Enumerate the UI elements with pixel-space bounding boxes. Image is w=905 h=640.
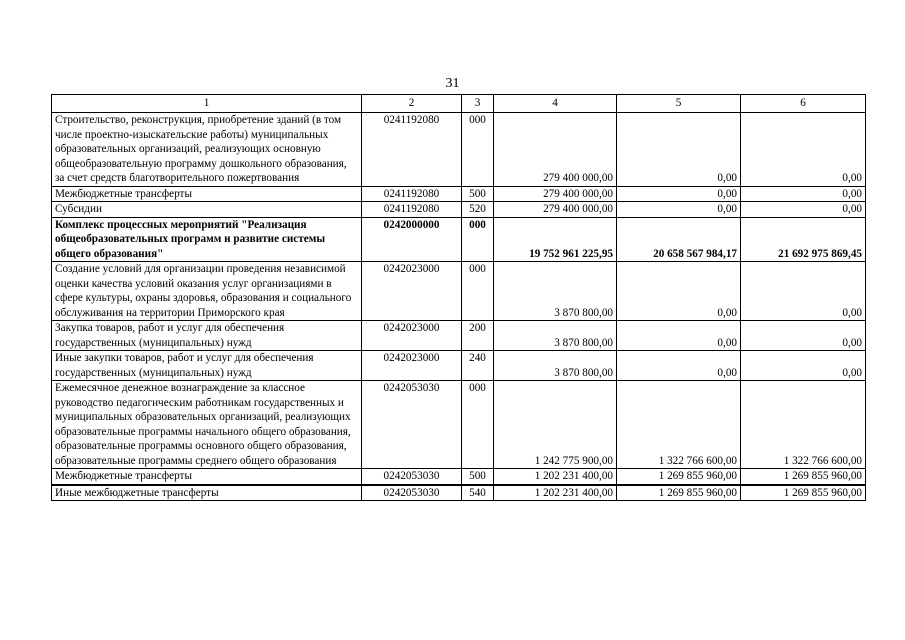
target-article-code: 0241192080 — [362, 113, 462, 187]
table-row — [52, 186, 866, 202]
row-name: Межбюджетные трансферты — [52, 469, 362, 485]
amount-year-1: 3 870 800,00 — [494, 351, 617, 381]
column-header: 3 — [462, 95, 494, 113]
header-row — [52, 95, 866, 113]
target-article-code: 0242023000 — [362, 351, 462, 381]
expense-type-code: 000 — [462, 381, 494, 469]
column-header: 2 — [362, 95, 462, 113]
row-name: Строительство, реконструкция, приобретение зданий (в том числе проектно-изыскательские работы) муниципальных образовательных организаций, реализующих основную общеобразовательную программу дошкольного образования, за счет средств благотворительного пожертвования — [52, 113, 362, 187]
target-article-code: 0242023000 — [362, 262, 462, 321]
row-name: Иные закупки товаров, работ и услуг для обеспечения государственных (муниципальных) нужд — [52, 351, 362, 381]
amount-year-2: 20 658 567 984,17 — [617, 217, 741, 262]
amount-year-1: 279 400 000,00 — [494, 186, 617, 202]
row-name: Создание условий для организации проведения независимой оценки качества условий оказания услуг организациями в сфере культуры, охраны здоровья, образования и социального обслуживания на территории Приморского края — [52, 262, 362, 321]
amount-year-1: 1 202 231 400,00 — [494, 469, 617, 485]
expense-type-code: 000 — [462, 113, 494, 187]
expense-type-code: 520 — [462, 202, 494, 218]
row-name: Иные межбюджетные трансферты — [52, 485, 362, 501]
amount-year-2: 0,00 — [617, 321, 741, 351]
amount-year-3: 1 269 855 960,00 — [741, 485, 866, 501]
amount-year-2: 0,00 — [617, 202, 741, 218]
amount-year-2: 0,00 — [617, 186, 741, 202]
amount-year-2: 0,00 — [617, 113, 741, 187]
amount-year-2: 1 269 855 960,00 — [617, 469, 741, 485]
target-article-code: 0242053030 — [362, 381, 462, 469]
target-article-code: 0241192080 — [362, 186, 462, 202]
target-article-code: 0242023000 — [362, 321, 462, 351]
amount-year-3: 1 269 855 960,00 — [741, 469, 866, 485]
amount-year-1: 3 870 800,00 — [494, 262, 617, 321]
target-article-code: 0241192080 — [362, 202, 462, 218]
amount-year-3: 0,00 — [741, 262, 866, 321]
amount-year-3: 0,00 — [741, 351, 866, 381]
target-article-code: 0242053030 — [362, 469, 462, 485]
amount-year-2: 1 269 855 960,00 — [617, 485, 741, 501]
budget-table — [51, 94, 866, 501]
expense-type-code: 540 — [462, 485, 494, 501]
amount-year-3: 0,00 — [741, 113, 866, 187]
table-row — [52, 381, 866, 469]
amount-year-1: 1 202 231 400,00 — [494, 485, 617, 501]
column-header: 5 — [617, 95, 741, 113]
amount-year-2: 1 322 766 600,00 — [617, 381, 741, 469]
table-row — [52, 113, 866, 187]
expense-type-code: 500 — [462, 469, 494, 485]
amount-year-2: 0,00 — [617, 262, 741, 321]
row-name: Закупка товаров, работ и услуг для обеспечения государственных (муниципальных) нужд — [52, 321, 362, 351]
row-name: Комплекс процессных мероприятий "Реализация общеобразовательных программ и развитие системы общего образования" — [52, 217, 362, 262]
amount-year-3: 0,00 — [741, 321, 866, 351]
target-article-code: 0242053030 — [362, 485, 462, 501]
amount-year-3: 0,00 — [741, 202, 866, 218]
amount-year-2: 0,00 — [617, 351, 741, 381]
table-row — [52, 485, 866, 501]
expense-type-code: 240 — [462, 351, 494, 381]
amount-year-3: 21 692 975 869,45 — [741, 217, 866, 262]
row-name: Субсидии — [52, 202, 362, 218]
amount-year-3: 1 322 766 600,00 — [741, 381, 866, 469]
table-row — [52, 469, 866, 485]
table-row — [52, 351, 866, 381]
amount-year-1: 3 870 800,00 — [494, 321, 617, 351]
table-row — [52, 262, 866, 321]
amount-year-1: 1 242 775 900,00 — [494, 381, 617, 469]
column-header: 1 — [52, 95, 362, 113]
table-row — [52, 321, 866, 351]
row-name: Ежемесячное денежное вознаграждение за классное руководство педагогическим работникам государственных и муниципальных образовательных организаций, реализующих образовательные программы начального общего образования, образовательные программы основного общего образования, образовательные программы среднего общего образования — [52, 381, 362, 469]
column-header: 4 — [494, 95, 617, 113]
expense-type-code: 000 — [462, 217, 494, 262]
column-header: 6 — [741, 95, 866, 113]
amount-year-1: 279 400 000,00 — [494, 202, 617, 218]
row-name: Межбюджетные трансферты — [52, 186, 362, 202]
target-article-code: 0242000000 — [362, 217, 462, 262]
amount-year-3: 0,00 — [741, 186, 866, 202]
expense-type-code: 000 — [462, 262, 494, 321]
amount-year-1: 279 400 000,00 — [494, 113, 617, 187]
table-row — [52, 202, 866, 218]
expense-type-code: 500 — [462, 186, 494, 202]
table-row — [52, 217, 866, 262]
expense-type-code: 200 — [462, 321, 494, 351]
page-number: 31 — [445, 76, 460, 91]
amount-year-1: 19 752 961 225,95 — [494, 217, 617, 262]
